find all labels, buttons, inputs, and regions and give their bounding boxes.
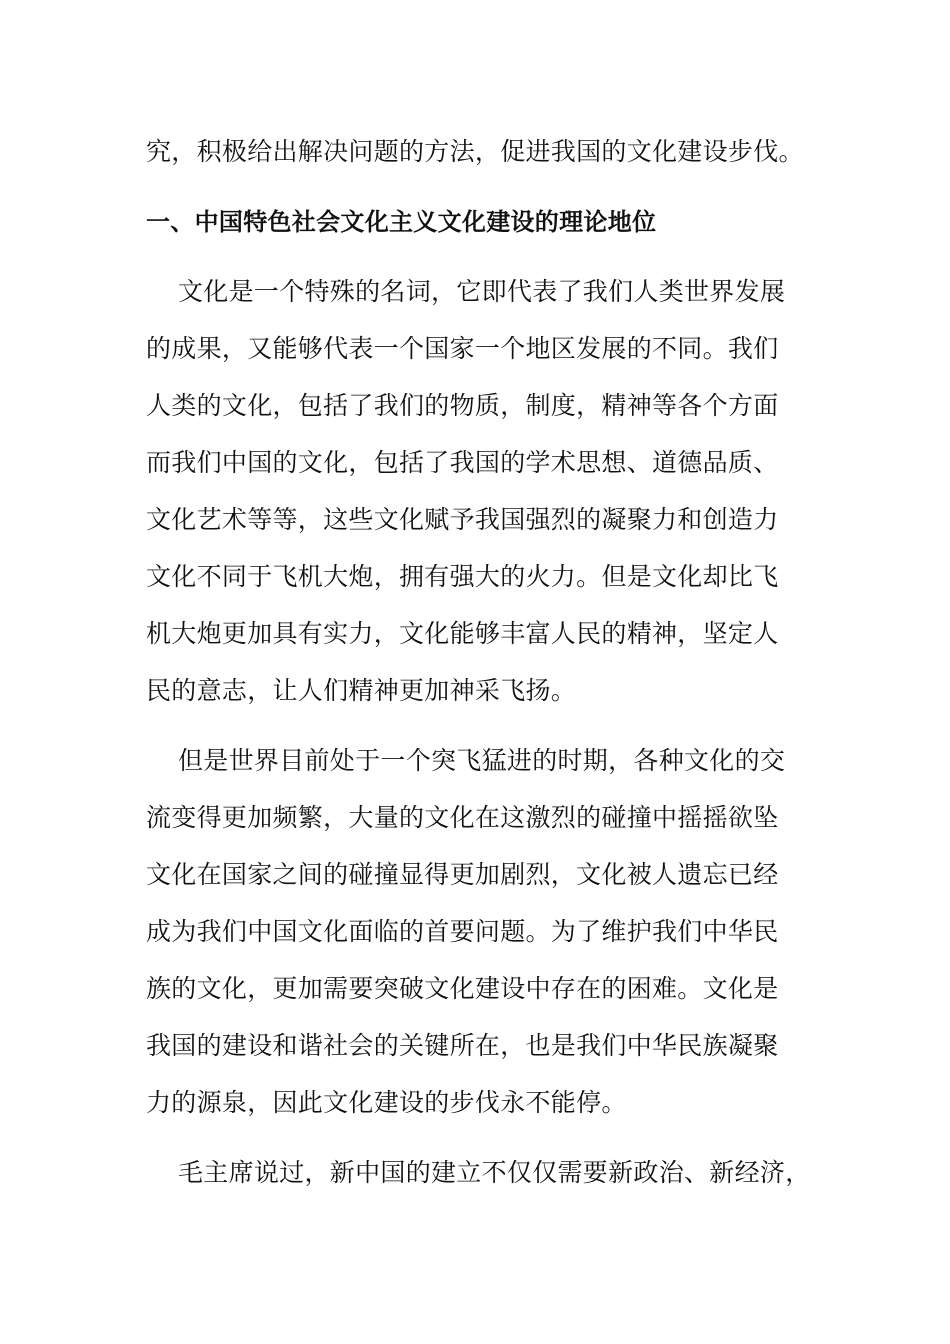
paragraph-line: 文化在国家之间的碰撞显得更加剧烈，文化被人遗忘已经 bbox=[146, 860, 779, 889]
paragraph-line: 流变得更加频繁，大量的文化在这激烈的碰撞中摇摇欲坠 bbox=[146, 803, 779, 832]
section-heading: 一、中国特色社会文化主义文化建设的理论地位 bbox=[146, 208, 657, 236]
paragraph-line: 力的源泉，因此文化建设的步伐永不能停。 bbox=[146, 1088, 627, 1117]
paragraph-line: 而我们中国的文化，包括了我国的学术思想、道德品质、 bbox=[146, 448, 779, 477]
paragraph-line: 毛主席说过，新中国的建立不仅仅需要新政治、新经济， bbox=[178, 1158, 811, 1187]
paragraph-line: 但是世界目前处于一个突飞猛进的时期，各种文化的交 bbox=[178, 746, 786, 775]
paragraph-line: 民的意志，让人们精神更加神采飞扬。 bbox=[146, 676, 577, 705]
paragraph-line: 文化艺术等等，这些文化赋予我国强烈的凝聚力和创造力 bbox=[146, 505, 779, 534]
paragraph-line: 文化是一个特殊的名词，它即代表了我们人类世界发展 bbox=[178, 277, 786, 306]
paragraph-line: 的成果，又能够代表一个国家一个地区发展的不同。我们 bbox=[146, 334, 779, 363]
paragraph-line: 成为我们中国文化面临的首要问题。为了维护我们中华民 bbox=[146, 917, 779, 946]
paragraph-line: 我国的建设和谐社会的关键所在，也是我们中华民族凝聚 bbox=[146, 1031, 779, 1060]
intro-tail-line: 究，积极给出解决问题的方法，促进我国的文化建设步伐。 bbox=[146, 137, 804, 166]
paragraph-line: 文化不同于飞机大炮，拥有强大的火力。但是文化却比飞 bbox=[146, 562, 779, 591]
paragraph-line: 族的文化，更加需要突破文化建设中存在的困难。文化是 bbox=[146, 974, 779, 1003]
paragraph-line: 人类的文化，包括了我们的物质，制度，精神等各个方面 bbox=[146, 391, 779, 420]
paragraph-line: 机大炮更加具有实力，文化能够丰富人民的精神，坚定人 bbox=[146, 619, 779, 648]
